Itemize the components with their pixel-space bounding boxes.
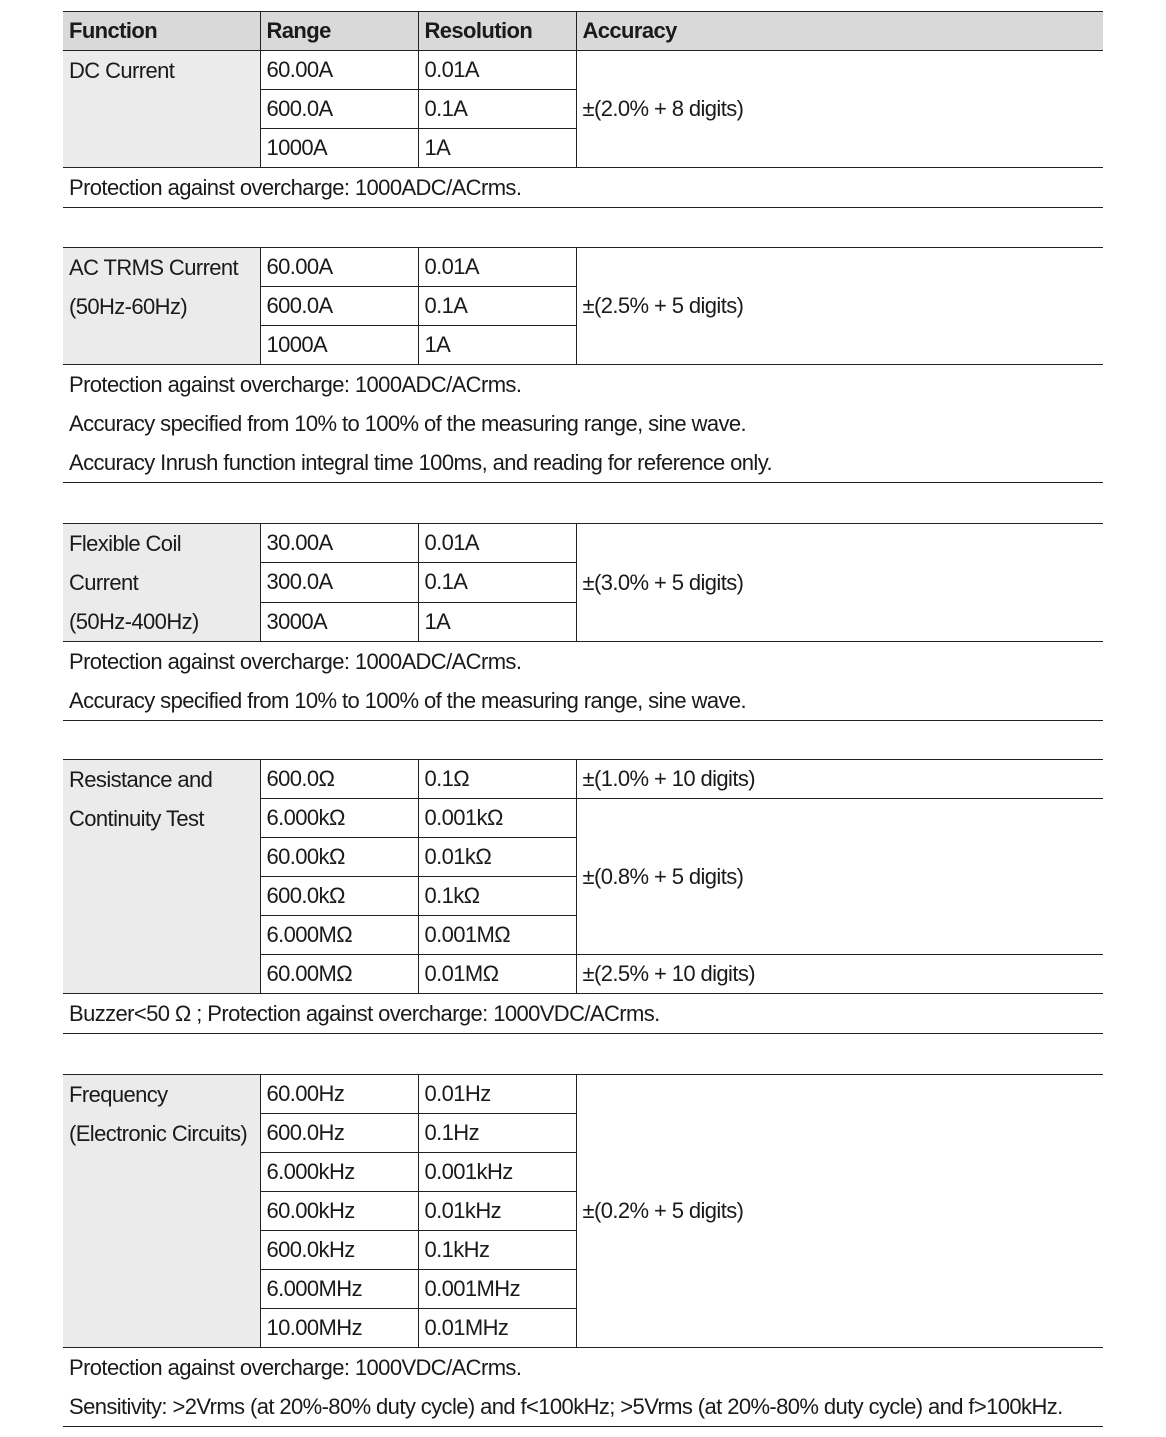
resolution-cell: 0.1A bbox=[418, 563, 576, 602]
note-text: Accuracy Inrush function integral time 100ms, and reading for reference only. bbox=[69, 450, 773, 475]
range-cell: 1000A bbox=[260, 326, 418, 365]
resolution-cell: 0.1Hz bbox=[418, 1114, 576, 1153]
note-text: Protection against overcharge: 1000ADC/ACrms. bbox=[69, 372, 522, 397]
table-row bbox=[63, 51, 1103, 90]
accuracy-cell: ±(0.8% + 5 digits) bbox=[576, 799, 1103, 955]
dc-current-table bbox=[63, 11, 1103, 208]
range-cell: 60.00kHz bbox=[260, 1192, 418, 1231]
range-cell: 6.000kΩ bbox=[260, 799, 418, 838]
function-cell bbox=[63, 524, 260, 642]
range-cell: 60.00Hz bbox=[260, 1075, 418, 1114]
function-label: Resistance and bbox=[69, 767, 213, 792]
resolution-cell: 0.1kΩ bbox=[418, 877, 576, 916]
note-text: Protection against overcharge: 1000VDC/ACrms. bbox=[69, 1355, 522, 1380]
range-cell: 6.000MΩ bbox=[260, 916, 418, 955]
table-row bbox=[63, 524, 1103, 563]
note-text: Sensitivity: >2Vrms (at 20%-80% duty cycle) and f<100kHz; >5Vrms (at 20%-80% duty cycle) and f>100kHz. bbox=[69, 1394, 1063, 1419]
range-cell: 300.0A bbox=[260, 563, 418, 602]
accuracy-cell: ±(2.0% + 8 digits) bbox=[576, 51, 1103, 168]
range-cell: 600.0kHz bbox=[260, 1231, 418, 1270]
resolution-cell: 0.1A bbox=[418, 287, 576, 326]
range-cell: 3000A bbox=[260, 602, 418, 641]
range-cell: 600.0A bbox=[260, 90, 418, 129]
resolution-cell: 0.01Hz bbox=[418, 1075, 576, 1114]
resolution-cell: 0.01kΩ bbox=[418, 838, 576, 877]
range-cell: 30.00A bbox=[260, 524, 418, 563]
accuracy-cell: ±(0.2% + 5 digits) bbox=[576, 1075, 1103, 1348]
function-sublabel: (50Hz-400Hz) bbox=[69, 609, 199, 634]
resolution-cell: 0.001kΩ bbox=[418, 799, 576, 838]
resolution-cell: 0.01A bbox=[418, 524, 576, 563]
resolution-cell: 0.01MΩ bbox=[418, 955, 576, 994]
resolution-cell: 0.001MHz bbox=[418, 1270, 576, 1309]
header-range: Range bbox=[260, 12, 418, 51]
notes-row bbox=[63, 365, 1103, 483]
function-label: Frequency bbox=[69, 1082, 168, 1107]
header-accuracy: Accuracy bbox=[576, 12, 1103, 51]
function-cell bbox=[63, 1075, 260, 1348]
resolution-cell: 0.1Ω bbox=[418, 760, 576, 799]
function-sublabel: (50Hz-60Hz) bbox=[69, 294, 188, 319]
header-resolution: Resolution bbox=[418, 12, 576, 51]
resolution-cell: 1A bbox=[418, 602, 576, 641]
range-cell: 60.00MΩ bbox=[260, 955, 418, 994]
header-function: Function bbox=[63, 12, 260, 51]
table-row bbox=[63, 1075, 1103, 1114]
note-text: Buzzer<50 Ω ; Protection against overcharge: 1000VDC/ACrms. bbox=[69, 1001, 660, 1026]
range-cell: 1000A bbox=[260, 129, 418, 168]
function-sublabel: Continuity Test bbox=[69, 806, 204, 831]
function-label: AC TRMS Current bbox=[69, 255, 239, 280]
note-text: Protection against overcharge: 1000ADC/ACrms. bbox=[69, 175, 522, 200]
range-cell: 60.00kΩ bbox=[260, 838, 418, 877]
accuracy-cell: ±(1.0% + 10 digits) bbox=[576, 760, 1103, 799]
resolution-cell: 0.01A bbox=[418, 51, 576, 90]
notes-row bbox=[63, 642, 1103, 721]
accuracy-cell: ±(2.5% + 5 digits) bbox=[576, 248, 1103, 365]
flex-coil-table bbox=[63, 523, 1103, 721]
resolution-cell: 0.1kHz bbox=[418, 1231, 576, 1270]
accuracy-cell: ±(3.0% + 5 digits) bbox=[576, 524, 1103, 642]
range-cell: 60.00A bbox=[260, 248, 418, 287]
function-cell bbox=[63, 760, 260, 994]
range-cell: 60.00A bbox=[260, 51, 418, 90]
resolution-cell: 0.01A bbox=[418, 248, 576, 287]
resolution-cell: 0.1A bbox=[418, 90, 576, 129]
function-label: Flexible Coil Current bbox=[69, 531, 182, 595]
accuracy-cell: ±(2.5% + 10 digits) bbox=[576, 955, 1103, 994]
resolution-cell: 0.01MHz bbox=[418, 1309, 576, 1348]
ac-current-table bbox=[63, 247, 1103, 483]
function-cell bbox=[63, 248, 260, 365]
table-header-row bbox=[63, 12, 1103, 51]
range-cell: 10.00MHz bbox=[260, 1309, 418, 1348]
resolution-cell: 0.001MΩ bbox=[418, 916, 576, 955]
resolution-cell: 1A bbox=[418, 129, 576, 168]
note-text: Accuracy specified from 10% to 100% of the measuring range, sine wave. bbox=[69, 411, 747, 436]
frequency-table bbox=[63, 1074, 1103, 1427]
function-sublabel: (Electronic Circuits) bbox=[69, 1121, 248, 1146]
note-text: Protection against overcharge: 1000ADC/ACrms. bbox=[69, 649, 522, 674]
note-text: Accuracy specified from 10% to 100% of the measuring range, sine wave. bbox=[69, 688, 747, 713]
range-cell: 600.0kΩ bbox=[260, 877, 418, 916]
range-cell: 600.0Ω bbox=[260, 760, 418, 799]
resistance-table bbox=[63, 759, 1103, 1034]
range-cell: 6.000MHz bbox=[260, 1270, 418, 1309]
table-row bbox=[63, 248, 1103, 287]
function-cell bbox=[63, 51, 260, 168]
range-cell: 6.000kHz bbox=[260, 1153, 418, 1192]
function-label: DC Current bbox=[69, 58, 175, 83]
resolution-cell: 0.01kHz bbox=[418, 1192, 576, 1231]
resolution-cell: 1A bbox=[418, 326, 576, 365]
notes-row bbox=[63, 1348, 1103, 1427]
table-row bbox=[63, 760, 1103, 799]
range-cell: 600.0Hz bbox=[260, 1114, 418, 1153]
notes-row bbox=[63, 168, 1103, 208]
resolution-cell: 0.001kHz bbox=[418, 1153, 576, 1192]
notes-row bbox=[63, 994, 1103, 1034]
range-cell: 600.0A bbox=[260, 287, 418, 326]
